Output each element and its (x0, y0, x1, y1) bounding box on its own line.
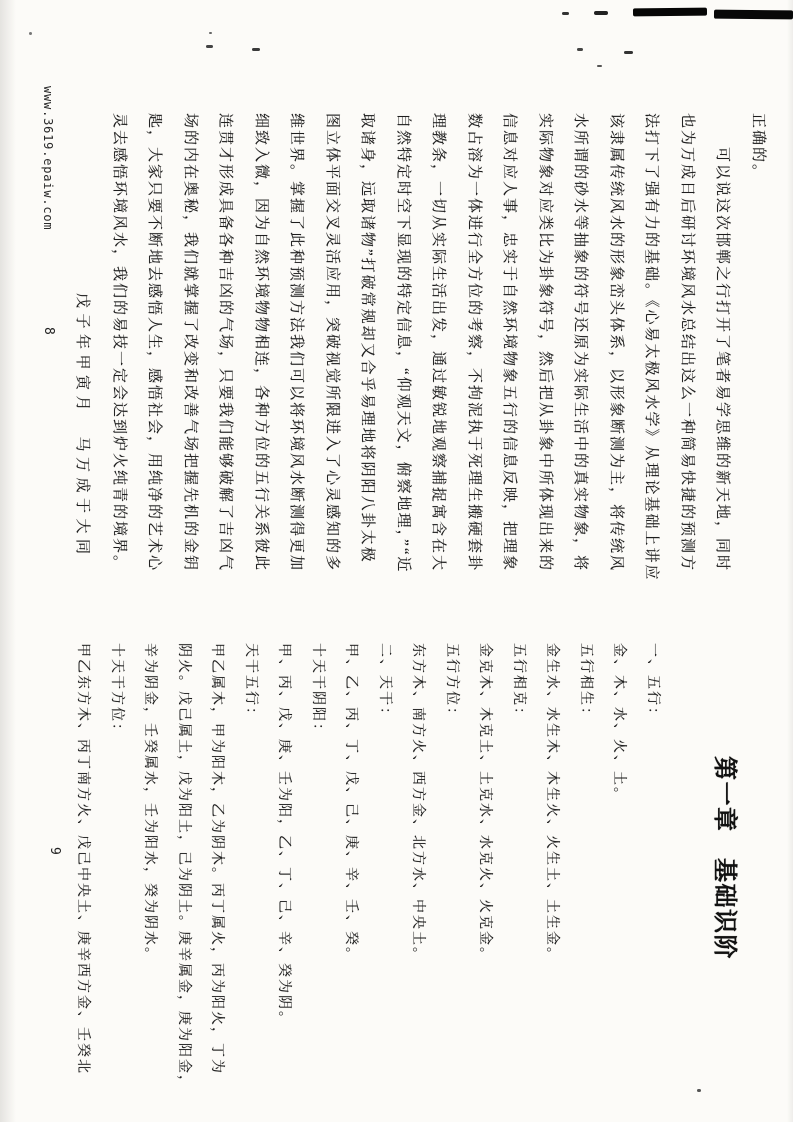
page-number-8: 8 (41, 327, 56, 335)
scan-streak-artifact (714, 10, 793, 20)
chapter-title: 第一章 基础识阶 (711, 756, 737, 960)
text-line: 实际物象对应类比为卦象符号，然后把从卦象中所体现出来的 (537, 113, 553, 573)
text-line: 甲、乙、丙、丁、戊、己、庚、辛、壬、癸。 (343, 643, 359, 963)
text-line: 数占溶为一体进行全方位的考察，不拘泥执于死理生搬硬套卦 (466, 113, 482, 573)
scan-streak-artifact (594, 11, 608, 15)
text-line: 该隶属传统风水的形象峦头体系，以形象断测为主，将传统风 (608, 113, 624, 573)
text-line: 五行方位： (444, 643, 459, 723)
scan-gutter-shadow (0, 0, 16, 1122)
text-line: 匙，大家只要不断地去感悟人生，感悟社会，用纯净的艺术心 (146, 113, 163, 573)
text-line: 自然特定时空下显现的特定信息，“仰观天文，俯察地理，”“近 (395, 113, 411, 574)
text-line: 水所谓的砂水等抽象的符号还原为实际生活中的真实物象，将 (572, 113, 589, 573)
ink-speck (29, 32, 32, 35)
text-line: 维世界。掌握了此种预测方法我们可以将环境风水断测得更加 (288, 113, 305, 573)
preface-text-block (99, 113, 775, 580)
ink-speck (697, 1089, 701, 1092)
text-line: 金、木、水、火、土。 (611, 643, 627, 803)
text-line: 五行相生： (578, 643, 593, 723)
text-line: 正确的。 (750, 113, 766, 182)
text-line: 法打下了强有力的基础。《心易太极风水学》从理论基础上讲应 (643, 113, 660, 582)
text-line: 理教条，一切从实际生活出发，通过敏锐地观察捕捉寓含在大 (430, 113, 447, 573)
scan-streak-artifact (633, 8, 707, 17)
ink-speck (252, 48, 260, 51)
scan-right-edge-shade (787, 0, 793, 1122)
text-line: 阴火。戊己属土，戊为阳土，己为阴土。庚辛属金，庚为阳金， (176, 643, 191, 1091)
text-line: 取诸身，远取诸物”打破常规却又合乎易理地将阴阳八卦太极 (359, 113, 376, 564)
text-line: 甲乙东方木、丙丁南方火、戊己中央土、庚辛西方金、壬癸北 (75, 643, 91, 1075)
text-line: 图立体平面交叉灵活应用，突破视觉所限进入了心灵感知的多 (324, 113, 340, 573)
preface-signature: 戊子年甲寅月 马万成于大同 (74, 293, 90, 560)
watermark-url: www.3619.epaiw.com (41, 86, 55, 231)
ink-speck (597, 65, 602, 67)
ink-speck (624, 51, 633, 54)
text-line: 十天干阴阳： (310, 643, 325, 739)
text-line: 灵去感悟环境风水，我们的易技一定会达到炉火纯青的境界。 (111, 113, 127, 573)
text-line: 五行相克： (511, 643, 526, 723)
text-line: 十天干方位： (109, 643, 124, 739)
text-line: 可以说这次邯郸之行打开了笔者易学思维的新天地，同时 (714, 113, 731, 573)
text-line: 也为万成日后研讨环境风水总结出这么一种简易快捷的预测方 (679, 113, 695, 573)
text-line: 连贯才形成具备各种吉凶的气场，只要我们能够破解了吉凶气 (217, 113, 234, 573)
text-line: 甲乙属木，甲为阳木，乙为阴木。丙丁属火，丙为阳火，丁为 (209, 643, 225, 1075)
text-line: 天干五行： (243, 643, 258, 723)
text-line: 细致入微，因为自然环境物物相连，各种方位的五行关系彼此 (253, 113, 269, 573)
text-line: 一、五行： (645, 643, 660, 723)
text-line: 辛为阴金，壬癸属水，壬为阳水，癸为阴水。 (142, 643, 158, 963)
ink-speck (209, 32, 212, 34)
text-line: 东方木、南方火、西方金、北方水、中央土。 (410, 643, 426, 963)
text-line: 二、天干： (377, 643, 392, 723)
ink-speck (562, 12, 569, 15)
page-number-9: 9 (47, 847, 62, 855)
text-line: 甲、丙、戊、庚、壬为阳，乙、丁、己、辛、癸为阴。 (276, 643, 292, 1027)
chapter-content-block (65, 643, 669, 1091)
text-line: 金克木、木克土、土克水、水克火、火克金。 (477, 643, 493, 963)
ink-speck (206, 45, 213, 48)
text-line: 金生水、水生木、木生火、火生土、土生金。 (544, 643, 560, 963)
ink-speck (577, 48, 583, 51)
text-line: 信息对应人事，忠实于自然环境物象五行的信息反映，把理象 (501, 113, 518, 573)
text-line: 场的内在奥秘，我们就掌握了改变和改善气场把握先机的金钥 (182, 113, 198, 573)
